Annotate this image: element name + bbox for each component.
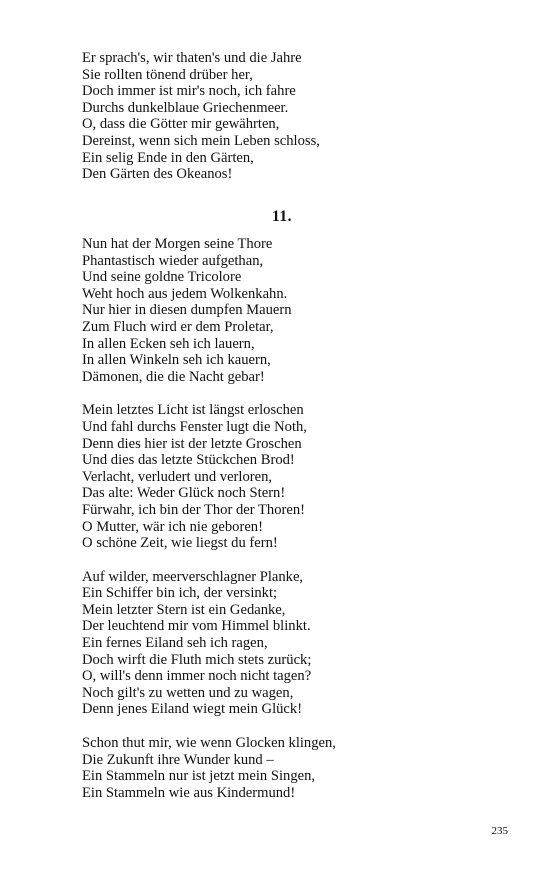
stanza-3	[82, 569, 336, 718]
poem-line: Die Zukunft ihre Wunder kund –	[82, 751, 274, 768]
poem-line: Und dies das letzte Stückchen Brod!	[82, 452, 295, 469]
poem-line: Denn jenes Eiland wiegt mein Glück!	[82, 701, 303, 718]
poem-line: Er sprach's, wir thaten's und die Jahre	[82, 50, 302, 66]
poem-line: Noch gilt's zu wetten und zu wagen,	[82, 684, 294, 701]
poem-line: Der leuchtend mir vom Himmel blinkt.	[82, 618, 311, 635]
poem-body	[82, 236, 336, 801]
poem-line: Doch immer ist mir's noch, ich fahre	[82, 83, 296, 100]
poem-line: In allen Ecken seh ich lauern,	[82, 335, 255, 352]
poem-line: Ein Stammeln wie aus Kindermund!	[82, 784, 296, 801]
poem-line: In allen Winkeln seh ich kauern,	[82, 352, 271, 369]
poem-line: Ein Schiffer bin ich, der versinkt;	[82, 585, 278, 602]
poem-line: Dämonen, die die Nacht gebar!	[82, 368, 265, 385]
stanza-gap	[82, 385, 336, 402]
poem-line: Den Gärten des Okeanos!	[82, 166, 233, 183]
stanza-4	[82, 735, 336, 801]
poem-line: Das alte: Weder Glück noch Stern!	[82, 485, 286, 502]
stanza-top	[82, 50, 320, 183]
poem-line: O schöne Zeit, wie liegst du fern!	[82, 535, 278, 552]
poem-line: O Mutter, wär ich nie geboren!	[82, 518, 263, 535]
stanza-gap	[82, 552, 336, 569]
poem-line: Zum Fluch wird er dem Proletar,	[82, 318, 274, 335]
poem-line: Doch wirft die Fluth mich stets zurück;	[82, 651, 312, 668]
poem-line: Und fahl durchs Fenster lugt die Noth,	[82, 418, 307, 435]
poem-line: Denn dies hier ist der letzte Groschen	[82, 435, 302, 452]
page-number: 235	[491, 825, 508, 837]
poem-line: Auf wilder, meerverschlagner Planke,	[82, 568, 304, 585]
poem-line: Durchs dunkelblaue Griechenmeer.	[82, 99, 289, 116]
poem-line: O, dass die Götter mir gewährten,	[82, 116, 280, 133]
poem-line: Phantastisch wieder aufgethan,	[82, 252, 264, 269]
poem-line: Weht hoch aus jedem Wolkenkahn.	[82, 285, 288, 302]
poem-line: Schon thut mir, wie wenn Glocken klingen,	[82, 735, 336, 752]
poem-line: Sie rollten tönend drüber her,	[82, 66, 253, 83]
poem-line: Ein selig Ende in den Gärten,	[82, 149, 254, 166]
poem-line: O, will's denn immer noch nicht tagen?	[82, 668, 312, 685]
poem-line: Ein Stammeln nur ist jetzt mein Singen,	[82, 768, 316, 785]
stanza-gap	[82, 718, 336, 735]
poem-line: Verlacht, verludert und verloren,	[82, 468, 273, 485]
section-heading: 11.	[271, 208, 293, 225]
poem-line: Dereinst, wenn sich mein Leben schloss,	[82, 132, 320, 149]
poem-line: Ein fernes Eiland seh ich ragen,	[82, 635, 268, 652]
stanza-1	[82, 236, 336, 385]
poem-line: Nun hat der Morgen seine Thore	[82, 236, 273, 252]
poem-line: Und seine goldne Tricolore	[82, 269, 242, 286]
stanza-2	[82, 402, 336, 551]
poem-line: Mein letztes Licht ist längst erloschen	[82, 402, 304, 419]
poem-line: Nur hier in diesen dumpfen Mauern	[82, 302, 292, 319]
poem-line: Fürwahr, ich bin der Thor der Thoren!	[82, 501, 305, 518]
poem-line: Mein letzter Stern ist ein Gedanke,	[82, 601, 286, 618]
